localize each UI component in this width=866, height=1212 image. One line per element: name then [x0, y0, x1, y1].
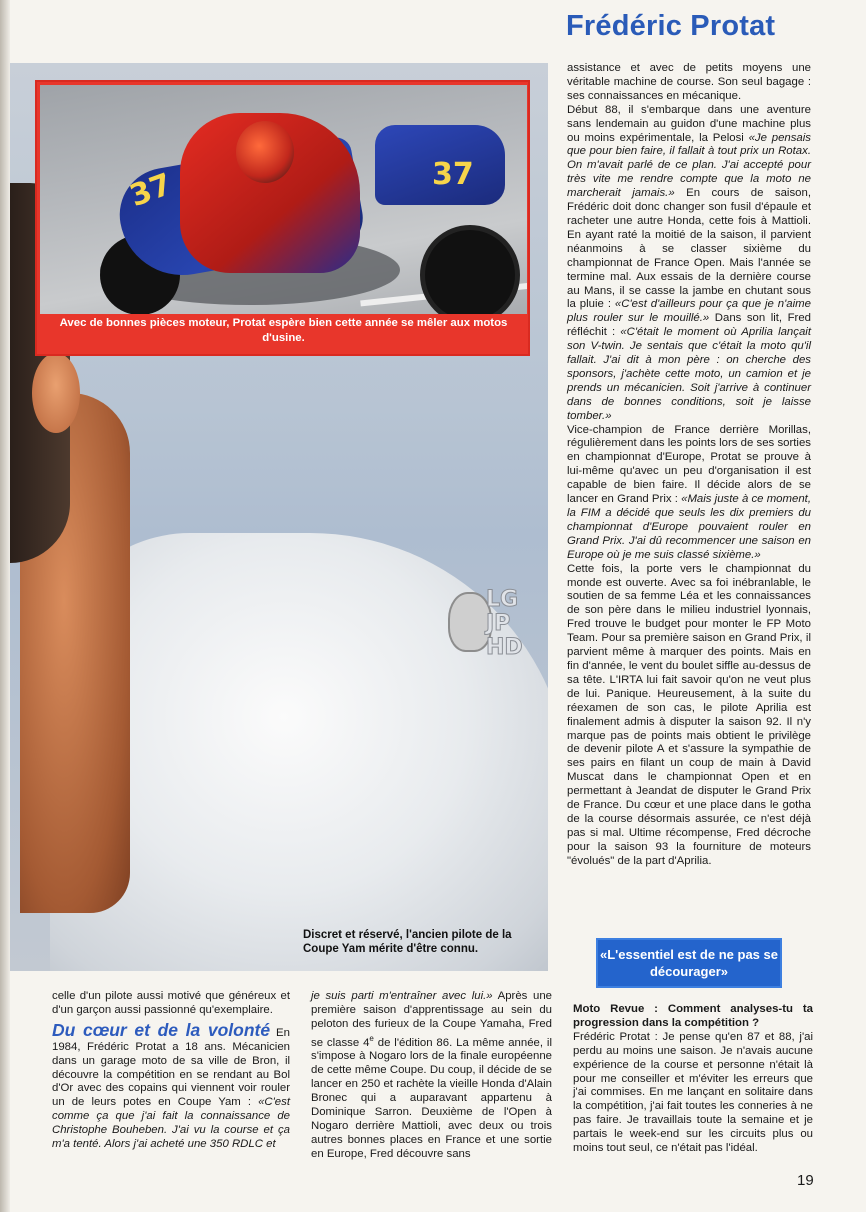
race-number-tail: 37	[432, 157, 474, 192]
quote-run: «C'était le moment où Aprilia lançait son V-twin. Je sentais que c'était la moto qu'il fallait. J'ai dit à mon père : on cherche des sponsors, j'achète cette moto, un camion et je prends un mécanicien. Soit j'arrive à continuer dans de bonnes conditions, soit je laisse tomber.»	[567, 326, 811, 422]
text-run: En cours de saison, Frédéric doit donc changer son fusil d'épaule et racheter une autre Honda, cette fois à Mattioli. En ayant raté la moitié de la saison, il parvient néanmoins à se classer sixième du championnat de France Open. Mais l'année se termine mal. Aux essais de la dernière course au Mans, il se casse la jambe en chutant sous la pluie :	[567, 187, 811, 311]
quote-run: «Je pensais que pour bien faire, il fallait à tout prix un Rotax. On m'avait parlé de ce plan. J'ai accepté pour très vite me rendre compte que la moto ne marcherait jamais.»	[567, 131, 811, 200]
section-subhead: Du cœur et de la volonté	[52, 1019, 271, 1040]
page-binding-edge	[0, 0, 10, 1212]
inset-photo-caption: Avec de bonnes pièces moteur, Protat espère bien cette année se mêler aux motos d'usine.	[59, 317, 508, 344]
paragraph: celle d'un pilote aussi motivé que généreux et d'un garçon aussi passionné qu'exemplaire.	[52, 990, 290, 1016]
right-column-text	[567, 62, 811, 869]
watermark-line-2: JP	[486, 611, 511, 636]
quote-run: je suis parti m'entraîner avec lui.»	[311, 990, 493, 1002]
photo-ear	[32, 353, 80, 433]
bottom-middle-column	[311, 990, 552, 1162]
interview-block	[573, 1003, 813, 1156]
watermark-line-1: LG	[486, 587, 519, 612]
racing-photo-image	[40, 85, 527, 314]
interview-answer: Frédéric Protat : Je pense qu'en 87 et 88, j'ai perdu au moins une saison. Je n'avais aucune expérience de la course et personne n'était là pour me conseiller et m'éviter les erreurs que j'ai commises. En me lançant en solitaire dans la compétition, j'ai fait toutes les conneries à ne pas faire. Je travaillais toute la semaine et je partais le week-end sur les circuits plus ou moins tout seul, ce n'était pas l'idéal.	[573, 1030, 813, 1155]
text-run: Dans son lit, Fred réfléchit :	[567, 312, 811, 339]
rear-wheel	[420, 225, 520, 314]
interview-question: Moto Revue : Comment analyses-tu ta progression dans la compétition ?	[573, 1003, 813, 1029]
text-run: En 1984, Frédéric Protat a 18 ans. Mécanicien dans un garage moto de sa ville de Bron, il découvre la compétition en se rendant au Bol d'Or avec des copains qui viennent voir rouler un de leurs potes en Coupe Yam :	[52, 1026, 290, 1109]
bottom-left-column	[52, 990, 290, 1152]
text-run: de l'édition 86. La même année, il s'impose à Nogaro lors de la finale européenne de cette même Coupe. Du coup, il décide de se lancer en 250 et rachète la vieille Honda d'Alain Bronec qui a auparavant appartenu à Dominique Sarron. Deuxième de l'Open à Nogaro derrière Mattioli, avec deux ou trois autres bonnes places en France et une sortie en Europe, Fred découvre sans	[311, 1036, 552, 1160]
text-run: Après une première saison d'apprentissage au sein du peloton des furieux de la Coupe Yamaha, Fred se classe 4	[311, 990, 552, 1049]
text-run: Début 88, il s'embarque dans une aventure sans lendemain au guidon d'une machine plus ou moins expérimentale, la Pelosi	[567, 103, 811, 144]
watermark-logo	[446, 588, 532, 672]
quote-run: «C'est d'ailleurs pour ça que je n'aime plus rouler sur le mouillé.»	[567, 298, 811, 325]
quote-run: «C'est comme ça que j'ai fait la connaissance de Christophe Bouheben. J'ai vu la course et ça m'a tenté. Alors j'ai acheté une 350 RDLC et	[52, 1096, 290, 1151]
watermark-text	[486, 588, 532, 660]
pull-quote: «L'essentiel est de ne pas se décourager»	[596, 938, 782, 988]
text-run: Vice-champion de France derrière Morillas, régulièrement dans les points lors de ses sorties en championnat d'Europe, Protat se prouve à lui-même qu'avec un peu d'organisation il est capable de bien faire. Il décide alors de se lancer en Grand Prix :	[567, 423, 811, 506]
article-title: Frédéric Protat	[566, 10, 776, 42]
paragraph: Cette fois, la porte vers le championnat du monde est ouverte. Avec sa foi inébranlable, le soutien de sa femme Léa et les connaissances de son père dans le milieu industriel lyonnais, Fred trouve le budget pour monter le FP Moto Team. Pour sa première saison en Grand Prix, il parvient même à marquer des points. Mais en fin d'année, le vent du boulet siffle au-dessus de sa tête. L'IRTA lui fait savoir qu'on ne veut plus de lui. Panique. Heureusement, à la suite du réexamen de son cas, le pilote Aprilia est finalement admis à disputer la saison 92. Il n'y marque pas de points mais obtient le privilège de devenir pilote A et s'assure la sympathie de ses pairs en filant un coup de main à David Muscat dans le championnat Open et en permettant à Jeandat de disputer le Grand Prix de France. Du cœur et une place dans le gotha de la course désormais assurée, ce n'est déjà pas si mal. Ultime récompense, Fred décroche pour la saison 93 la fourniture de moteurs "évolués" de la part d'Aprilia.	[567, 562, 811, 867]
main-photo-caption: Discret et réservé, l'ancien pilote de la Coupe Yam mérite d'être connu.	[303, 929, 512, 955]
paragraph	[52, 1019, 290, 1152]
paragraph	[567, 104, 811, 424]
quote-run: «Mais juste à ce moment, la FIM a décidé que seuls les dix premiers du championnat d'Europe pouvaient rouler en Grand Prix. J'ai dû recommencer une saison en Europe où je me suis classé sixième.»	[567, 493, 812, 561]
paragraph	[567, 424, 811, 563]
watermark-line-3: HD	[486, 635, 523, 660]
inset-racing-photo	[35, 80, 530, 356]
page-number: 19	[797, 1172, 814, 1189]
race-number-front: 37	[125, 166, 177, 215]
paragraph: assistance et avec de petits moyens une véritable machine de course. Son seul bagage : ses connaissances en mécanique.	[567, 62, 811, 102]
superscript: e	[369, 1033, 374, 1043]
rider-helmet	[236, 121, 294, 183]
